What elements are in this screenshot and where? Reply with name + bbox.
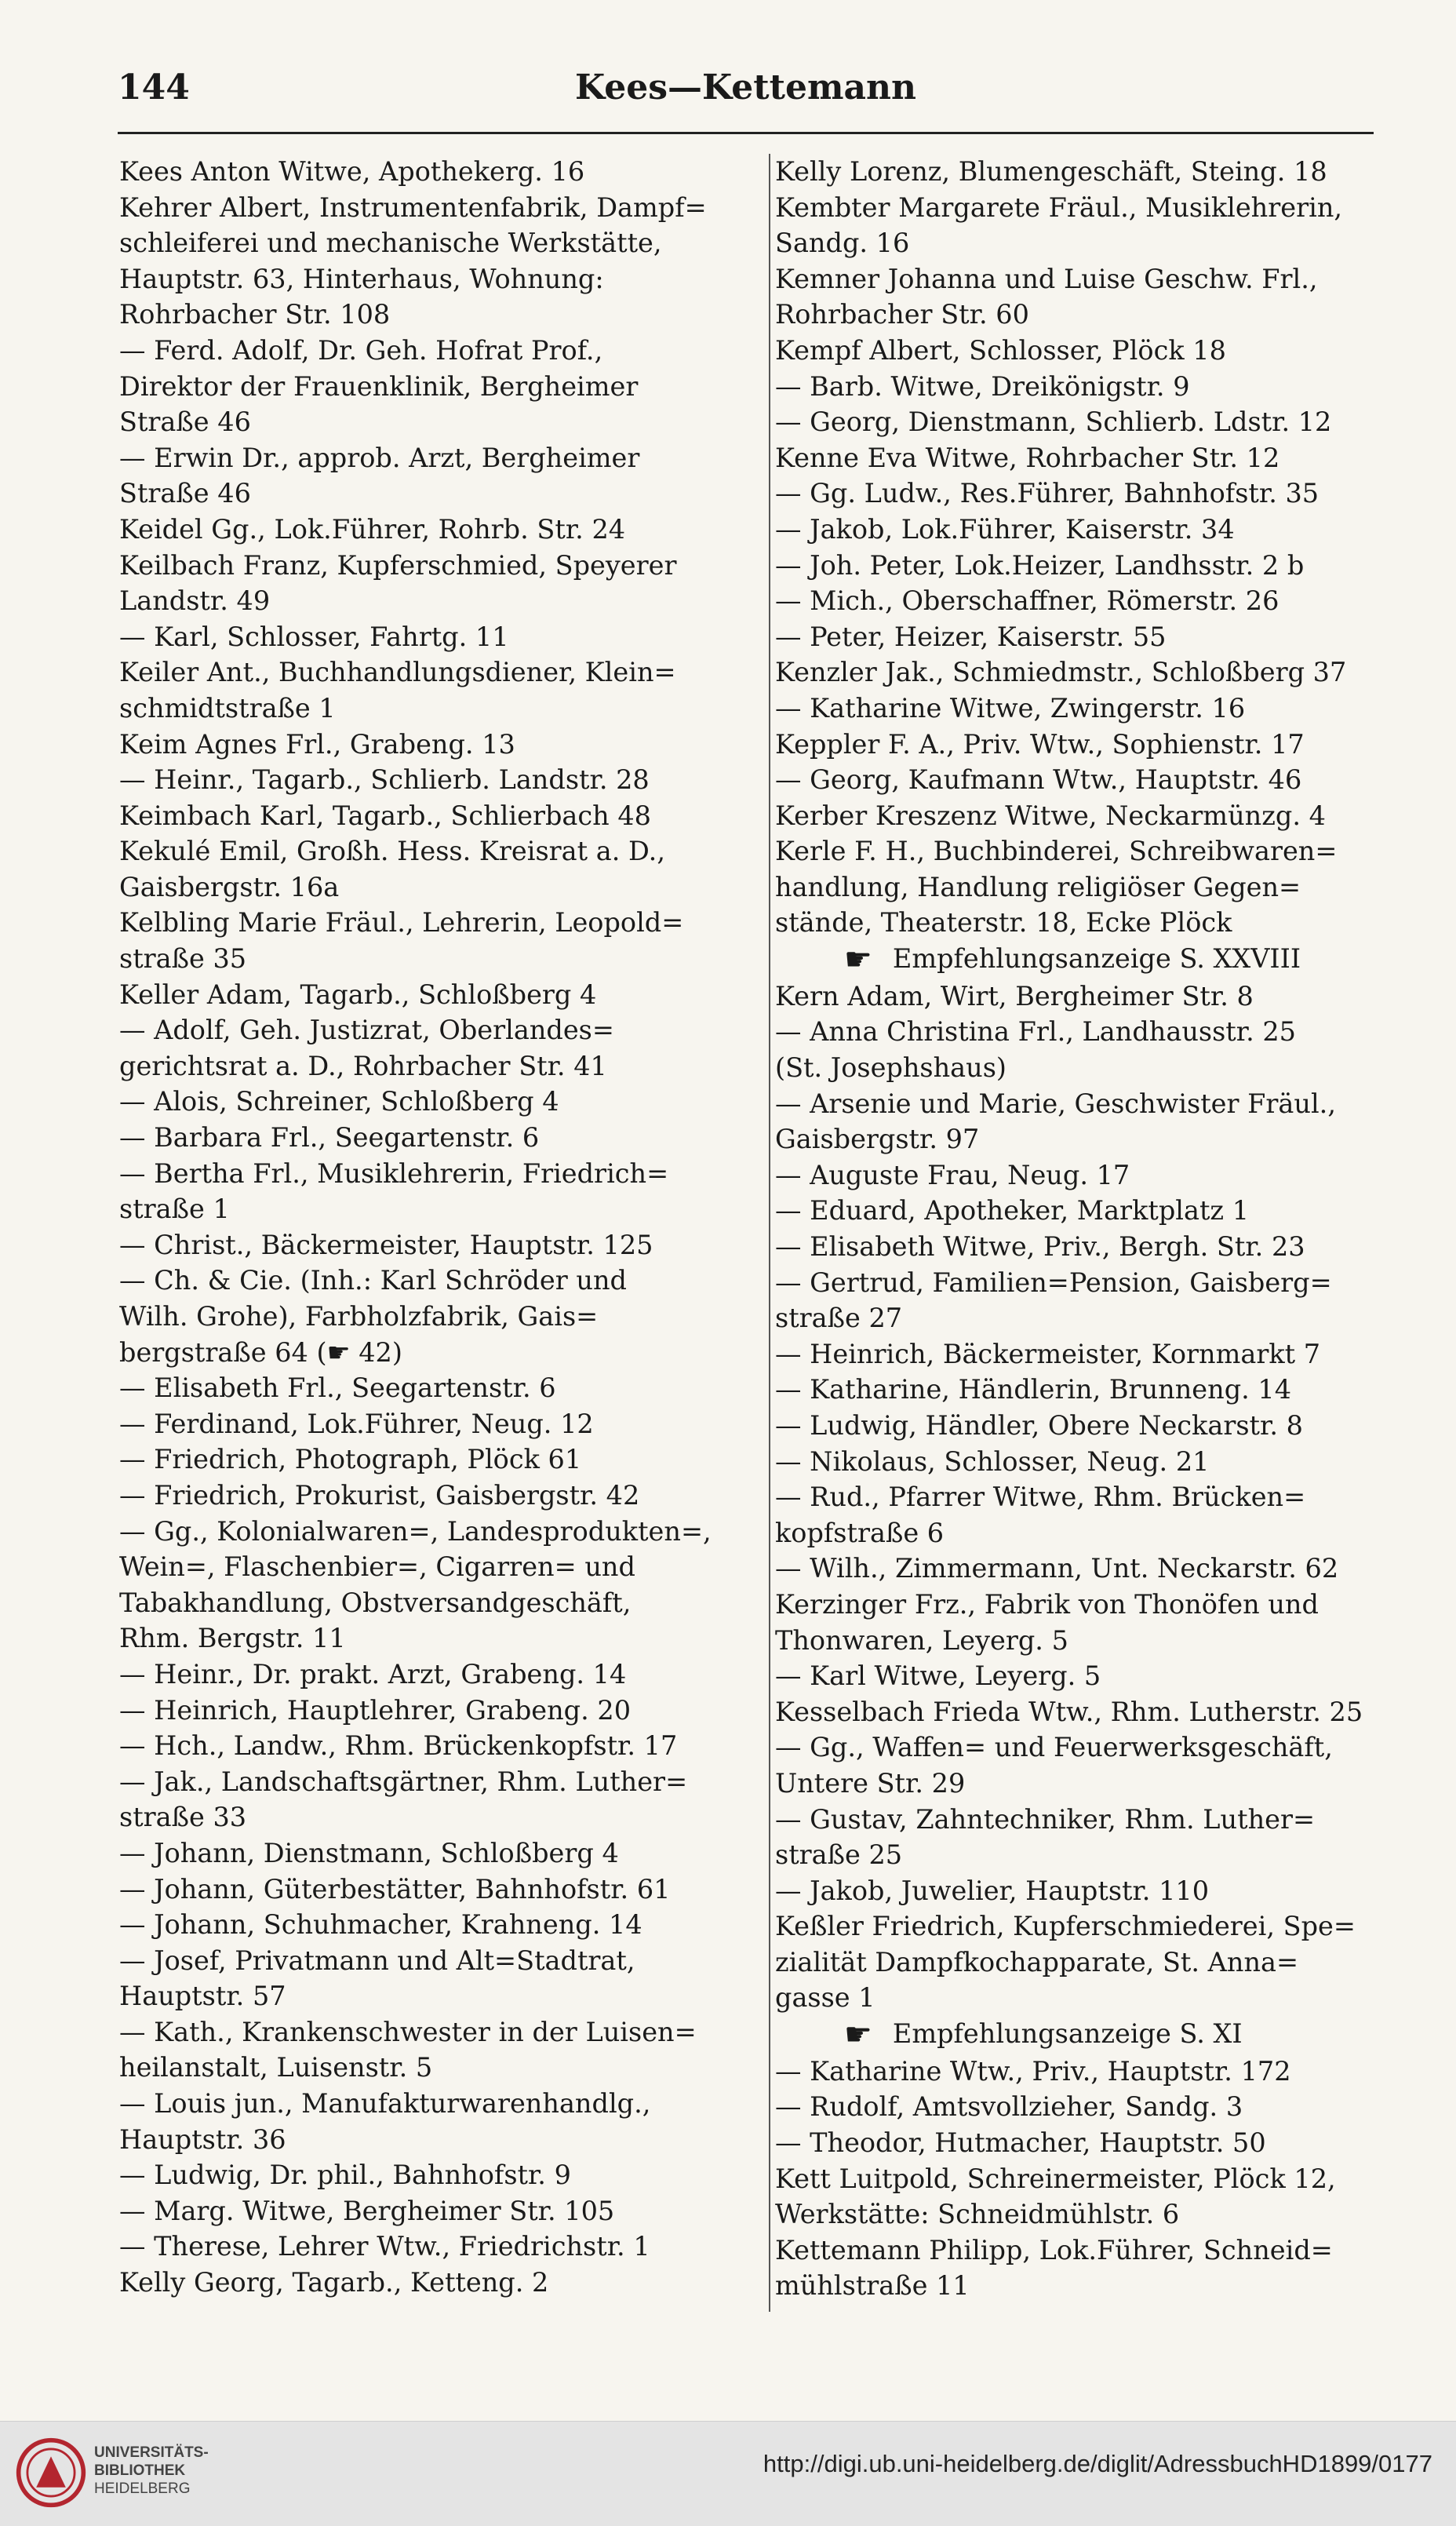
advertisement-notice	[775, 941, 1417, 979]
directory-entry	[775, 261, 1417, 333]
entry-line: — Rud., Pfarrer Witwe, Rhm. Brücken=	[775, 1482, 1306, 1513]
entry-line: straße 35	[119, 943, 247, 975]
entry-line: Kehrer Albert, Instrumentenfabrik, Dampf=	[119, 191, 707, 223]
directory-entry	[775, 512, 1417, 548]
entry-line: Kemner Johanna und Luise Geschw. Frl.,	[775, 263, 1318, 294]
entry-line: — Gg. Ludw., Res.Führer, Bahnhofstr. 35	[775, 478, 1320, 509]
directory-entry	[119, 1657, 761, 1693]
directory-entry	[775, 1372, 1417, 1408]
entry-line: Landstr. 49	[119, 585, 271, 617]
directory-entry	[775, 833, 1417, 941]
entry-line: — Johann, Schuhmacher, Krahneng. 14	[119, 1909, 642, 1941]
entry-line: Keiler Ant., Buchhandlungsdiener, Klein=	[119, 657, 676, 688]
directory-entry	[775, 1408, 1417, 1444]
entry-line: Kelly Georg, Tagarb., Ketteng. 2	[119, 2267, 549, 2298]
directory-entry	[119, 1478, 761, 1514]
entry-line: — Heinr., Dr. prakt. Arzt, Grabeng. 14	[119, 1658, 627, 1689]
pointing-hand-icon: ☛	[844, 942, 872, 979]
entry-line: — Ludwig, Dr. phil., Bahnhofstr. 9	[119, 2160, 571, 2191]
directory-entry	[775, 548, 1417, 584]
entry-line: straße 27	[775, 1303, 903, 1334]
directory-entry	[119, 1943, 761, 2014]
source-url-link[interactable]: http://digi.ub.uni-heidelberg.de/diglit/AdressbuchHD1899/0177	[763, 2450, 1432, 2477]
entry-line: mühlstraße 11	[775, 2270, 970, 2302]
advertisement-notice	[775, 2016, 1417, 2054]
entry-line: Sandg. 16	[775, 228, 910, 259]
entry-line: Werkstätte: Schneidmühlstr. 6	[775, 2199, 1180, 2230]
directory-entry	[775, 798, 1417, 834]
entry-line: — Georg, Kaufmann Wtw., Hauptstr. 46	[775, 764, 1302, 796]
directory-entry	[119, 1907, 761, 1943]
entry-line: — Alois, Schreiner, Schloßberg 4	[119, 1086, 559, 1117]
entry-line: — Nikolaus, Schlosser, Neug. 21	[775, 1445, 1210, 1477]
directory-entry	[119, 1120, 761, 1156]
entry-line: Wein=, Flaschenbier=, Cigarren= und	[119, 1551, 635, 1583]
directory-entry	[119, 798, 761, 834]
entry-line: — Johann, Dienstmann, Schloßberg 4	[119, 1837, 619, 1868]
entry-line: (St. Josephshaus)	[775, 1052, 1006, 1084]
entry-line: Keppler F. A., Priv. Wtw., Sophienstr. 17	[775, 728, 1305, 760]
entry-line: — Erwin Dr., approb. Arzt, Bergheimer	[119, 442, 640, 473]
directory-entry	[775, 440, 1417, 476]
directory-entry	[119, 727, 761, 763]
entry-line: — Katharine Wtw., Priv., Hauptstr. 172	[775, 2055, 1291, 2087]
entry-line: straße 33	[119, 1802, 247, 1833]
directory-entry	[775, 333, 1417, 369]
entry-line: — Peter, Heizer, Kaiserstr. 55	[775, 621, 1167, 652]
entry-line: — Josef, Privatmann und Alt=Stadtrat,	[119, 1945, 635, 1976]
left-column	[119, 154, 761, 2301]
right-column	[775, 154, 1417, 2304]
entry-line: — Gg., Kolonialwaren=, Landesprodukten=,	[119, 1515, 712, 1547]
entry-line: Gaisbergstr. 16a	[119, 871, 340, 902]
directory-entry	[119, 833, 761, 905]
entry-line: handlung, Handlung religiöser Gegen=	[775, 871, 1301, 902]
directory-entry	[775, 654, 1417, 691]
directory-entry	[775, 476, 1417, 512]
entry-line: Untere Str. 29	[775, 1767, 966, 1799]
entry-line: schmidtstraße 1	[119, 692, 336, 724]
directory-entry	[775, 154, 1417, 190]
entry-line: — Heinrich, Hauptlehrer, Grabeng. 20	[119, 1694, 632, 1726]
library-name-line: UNIVERSITÄTS-	[94, 2444, 209, 2461]
entry-line: — Arsenie und Marie, Geschwister Fräul.,	[775, 1088, 1336, 1119]
directory-entry	[119, 548, 761, 619]
entry-line: — Karl, Schlosser, Fahrtg. 11	[119, 621, 509, 652]
directory-entry	[119, 762, 761, 798]
directory-entry	[119, 1872, 761, 1908]
directory-entry	[775, 2054, 1417, 2090]
directory-entry	[119, 1227, 761, 1263]
directory-entry	[775, 1479, 1417, 1551]
entry-line: — Elisabeth Witwe, Priv., Bergh. Str. 23	[775, 1231, 1305, 1263]
entry-line: stände, Theaterstr. 18, Ecke Plöck	[775, 907, 1232, 939]
entry-line: — Katharine Witwe, Zwingerstr. 16	[775, 692, 1246, 724]
entry-line: Kekulé Emil, Großh. Hess. Kreisrat a. D.,	[119, 836, 665, 867]
entry-line: — Heinr., Tagarb., Schlierb. Landstr. 28	[119, 764, 650, 796]
directory-entry	[119, 512, 761, 548]
entry-line: — Elisabeth Frl., Seegartenstr. 6	[119, 1372, 556, 1404]
directory-entry	[775, 691, 1417, 727]
library-name-line: BIBLIOTHEK	[94, 2462, 186, 2479]
entry-line: — Georg, Dienstmann, Schlierb. Ldstr. 12	[775, 406, 1332, 438]
directory-entry	[119, 333, 761, 440]
entry-line: Kelly Lorenz, Blumengeschäft, Steing. 18	[775, 156, 1327, 187]
directory-entry	[775, 369, 1417, 405]
entry-line: schleiferei und mechanische Werkstätte,	[119, 228, 662, 259]
entry-line: heilanstalt, Luisenstr. 5	[119, 2052, 433, 2083]
notice-text: Empfehlungsanzeige S. XXVIII	[892, 943, 1301, 975]
entry-line: Kelbling Marie Fräul., Lehrerin, Leopold=	[119, 907, 684, 939]
directory-entry	[775, 2233, 1417, 2304]
entry-line: — Ludwig, Händler, Obere Neckarstr. 8	[775, 1409, 1303, 1441]
directory-entry	[119, 2014, 761, 2086]
directory-entry	[119, 1084, 761, 1120]
directory-entry	[775, 2161, 1417, 2233]
entry-line: Direktor der Frauenklinik, Bergheimer	[119, 370, 639, 402]
entry-line: kopfstraße 6	[775, 1517, 945, 1548]
entry-line: Kern Adam, Wirt, Bergheimer Str. 8	[775, 980, 1254, 1011]
directory-entry	[775, 1265, 1417, 1336]
directory-entry	[119, 1514, 761, 1657]
directory-entry	[119, 977, 761, 1013]
entry-line: straße 25	[775, 1839, 903, 1871]
entry-line: — Barbara Frl., Seegartenstr. 6	[119, 1122, 540, 1154]
directory-entry	[119, 1693, 761, 1729]
library-seal-icon[interactable]	[14, 2436, 88, 2510]
entry-line: Kett Luitpold, Schreinermeister, Plöck 12,	[775, 2163, 1336, 2194]
directory-entry	[119, 2229, 761, 2265]
directory-entry	[775, 190, 1417, 261]
directory-entry	[119, 2193, 761, 2229]
directory-entry	[775, 1802, 1417, 1873]
entry-line: — Wilh., Zimmermann, Unt. Neckarstr. 62	[775, 1553, 1339, 1584]
entry-line: Rhm. Bergstr. 11	[119, 1623, 346, 1654]
entry-line: Gaisbergstr. 97	[775, 1124, 980, 1155]
entry-line: — Gertrud, Familien=Pension, Gaisberg=	[775, 1267, 1332, 1298]
directory-entry	[775, 1873, 1417, 1909]
entry-line: Kerzinger Frz., Fabrik von Thonöfen und	[775, 1588, 1319, 1620]
library-name-line: HEIDELBERG	[94, 2480, 191, 2497]
directory-entry	[119, 2086, 761, 2157]
entry-line: Keim Agnes Frl., Grabeng. 13	[119, 728, 515, 760]
directory-entry	[775, 1587, 1417, 1658]
entry-line: Straße 46	[119, 406, 251, 438]
directory-entry	[775, 583, 1417, 619]
directory-entry	[119, 1764, 761, 1835]
directory-entry	[775, 1229, 1417, 1265]
pointing-hand-icon: ☛	[844, 2017, 872, 2054]
directory-entry	[119, 190, 761, 333]
entry-line: Kenzler Jak., Schmiedmstr., Schloßberg 37	[775, 657, 1347, 688]
entry-line: — Joh. Peter, Lok.Heizer, Landhsstr. 2 b	[775, 549, 1305, 581]
entry-line: — Adolf, Geh. Justizrat, Oberlandes=	[119, 1015, 614, 1046]
entry-line: Kettemann Philipp, Lok.Führer, Schneid=	[775, 2234, 1333, 2265]
entry-line: bergstraße 64 (☛ 42)	[119, 1336, 402, 1368]
entry-line: Rohrbacher Str. 108	[119, 299, 391, 330]
entry-line: — Jakob, Juwelier, Hauptstr. 110	[775, 1875, 1210, 1906]
directory-entry	[775, 762, 1417, 798]
entry-line: Hauptstr. 36	[119, 2123, 286, 2155]
directory-entry	[119, 2265, 761, 2301]
directory-entry	[775, 1551, 1417, 1587]
directory-entry	[775, 727, 1417, 763]
entry-line: — Christ., Bäckermeister, Hauptstr. 125	[119, 1229, 653, 1260]
directory-entry	[775, 1658, 1417, 1694]
entry-line: — Jakob, Lok.Führer, Kaiserstr. 34	[775, 513, 1235, 545]
directory-entry	[119, 1728, 761, 1764]
entry-line: — Karl Witwe, Leyerg. 5	[775, 1660, 1101, 1692]
directory-entry	[775, 1908, 1417, 2016]
entry-line: — Theodor, Hutmacher, Hauptstr. 50	[775, 2127, 1266, 2159]
directory-entry	[775, 1193, 1417, 1229]
column-divider	[769, 154, 770, 2312]
entry-line: Tabakhandlung, Obstversandgeschäft,	[119, 1587, 632, 1618]
footer-bar	[0, 2421, 1456, 2526]
entry-line: — Bertha Frl., Musiklehrerin, Friedrich=	[119, 1157, 669, 1189]
notice-text: Empfehlungsanzeige S. XI	[892, 2018, 1243, 2050]
entry-line: — Auguste Frau, Neug. 17	[775, 1159, 1130, 1190]
entry-line: — Friedrich, Photograph, Plöck 61	[119, 1444, 582, 1475]
entry-line: Keller Adam, Tagarb., Schloßberg 4	[119, 979, 597, 1010]
directory-entry	[119, 1156, 761, 1227]
directory-entry	[775, 404, 1417, 440]
entry-line: zialität Dampfkochapparate, St. Anna=	[775, 1946, 1299, 1977]
entry-line: — Jak., Landschaftsgärtner, Rhm. Luther=	[119, 1766, 688, 1797]
entry-line: Rohrbacher Str. 60	[775, 299, 1029, 330]
entry-line: — Louis jun., Manufakturwarenhandlg.,	[119, 2088, 651, 2120]
entry-line: — Friedrich, Prokurist, Gaisbergstr. 42	[119, 1479, 640, 1511]
entry-line: straße 1	[119, 1194, 230, 1225]
entry-line: Kempf Albert, Schlosser, Plöck 18	[775, 334, 1226, 366]
directory-entry	[775, 619, 1417, 655]
directory-entry	[775, 1730, 1417, 1801]
directory-entry	[119, 1442, 761, 1478]
entry-line: — Anna Christina Frl., Landhausstr. 25	[775, 1016, 1296, 1048]
directory-entry	[119, 654, 761, 726]
entry-line: — Gustav, Zahntechniker, Rhm. Luther=	[775, 1803, 1316, 1835]
directory-entry	[775, 1444, 1417, 1480]
directory-entry	[119, 2157, 761, 2193]
entry-line: — Kath., Krankenschwester in der Luisen=	[119, 2016, 697, 2047]
entry-line: Thonwaren, Leyerg. 5	[775, 1624, 1068, 1656]
entry-line: gasse 1	[775, 1982, 875, 2014]
directory-entry	[119, 1370, 761, 1406]
directory-entry	[119, 619, 761, 655]
entry-line: — Eduard, Apotheker, Marktplatz 1	[775, 1195, 1250, 1227]
directory-entry	[119, 154, 761, 190]
entry-line: — Ferd. Adolf, Dr. Geh. Hofrat Prof.,	[119, 334, 603, 366]
entry-line: Keimbach Karl, Tagarb., Schlierbach 48	[119, 800, 651, 831]
directory-entry	[119, 1835, 761, 1872]
entry-line: Kees Anton Witwe, Apothekerg. 16	[119, 156, 585, 187]
directory-entry	[775, 1157, 1417, 1194]
entry-line: Keidel Gg., Lok.Führer, Rohrb. Str. 24	[119, 513, 626, 545]
page-header	[118, 67, 1374, 122]
entry-line: Kerle F. H., Buchbinderei, Schreibwaren=	[775, 836, 1338, 867]
entry-line: Kembter Margarete Fräul., Musiklehrerin,	[775, 191, 1343, 223]
entry-line: Kenne Eva Witwe, Rohrbacher Str. 12	[775, 442, 1280, 473]
directory-entry	[775, 1086, 1417, 1157]
entry-line: — Ferdinand, Lok.Führer, Neug. 12	[119, 1408, 594, 1439]
entry-line: Kerber Kreszenz Witwe, Neckarmünzg. 4	[775, 800, 1326, 831]
entry-line: Hauptstr. 57	[119, 1981, 286, 2012]
library-name	[94, 2444, 209, 2498]
entry-line: — Katharine, Händlerin, Brunneng. 14	[775, 1374, 1292, 1405]
entry-line: — Therese, Lehrer Wtw., Friedrichstr. 1	[119, 2231, 650, 2262]
entry-line: Keßler Friedrich, Kupferschmiederei, Spe=	[775, 1911, 1356, 1942]
directory-entry	[119, 905, 761, 976]
entry-line: Wilh. Grohe), Farbholzfabrik, Gais=	[119, 1301, 599, 1332]
directory-entry	[119, 440, 761, 512]
directory-entry	[775, 1694, 1417, 1730]
entry-line: — Marg. Witwe, Bergheimer Str. 105	[119, 2195, 615, 2226]
entry-line: Hauptstr. 63, Hinterhaus, Wohnung:	[119, 263, 604, 294]
directory-entry	[775, 1336, 1417, 1372]
entry-line: — Mich., Oberschaffner, Römerstr. 26	[775, 585, 1279, 617]
entry-line: — Johann, Güterbestätter, Bahnhofstr. 61	[119, 1873, 671, 1905]
directory-entry	[775, 1014, 1417, 1085]
running-head: Kees—Kettemann	[575, 67, 916, 108]
entry-line: — Ch. & Cie. (Inh.: Karl Schröder und	[119, 1265, 628, 1296]
directory-entry	[119, 1012, 761, 1084]
directory-entry	[775, 979, 1417, 1015]
entry-line: — Hch., Landw., Rhm. Brückenkopfstr. 17	[119, 1730, 678, 1762]
page-number: 144	[118, 67, 190, 108]
directory-entry	[775, 2125, 1417, 2161]
entry-line: gerichtsrat a. D., Rohrbacher Str. 41	[119, 1050, 607, 1081]
entry-line: — Gg., Waffen= und Feuerwerksgeschäft,	[775, 1732, 1333, 1763]
entry-line: Kesselbach Frieda Wtw., Rhm. Lutherstr. 25	[775, 1696, 1363, 1727]
entry-line: — Barb. Witwe, Dreikönigstr. 9	[775, 370, 1190, 402]
directory-entry	[775, 2089, 1417, 2125]
directory-entry	[119, 1406, 761, 1442]
entry-line: — Heinrich, Bäckermeister, Kornmarkt 7	[775, 1338, 1321, 1369]
entry-line: — Rudolf, Amtsvollzieher, Sandg. 3	[775, 2091, 1243, 2123]
directory-entry	[119, 1263, 761, 1370]
entry-line: Keilbach Franz, Kupferschmied, Speyerer	[119, 549, 677, 581]
entry-line: Straße 46	[119, 478, 251, 509]
header-rule	[118, 132, 1374, 134]
